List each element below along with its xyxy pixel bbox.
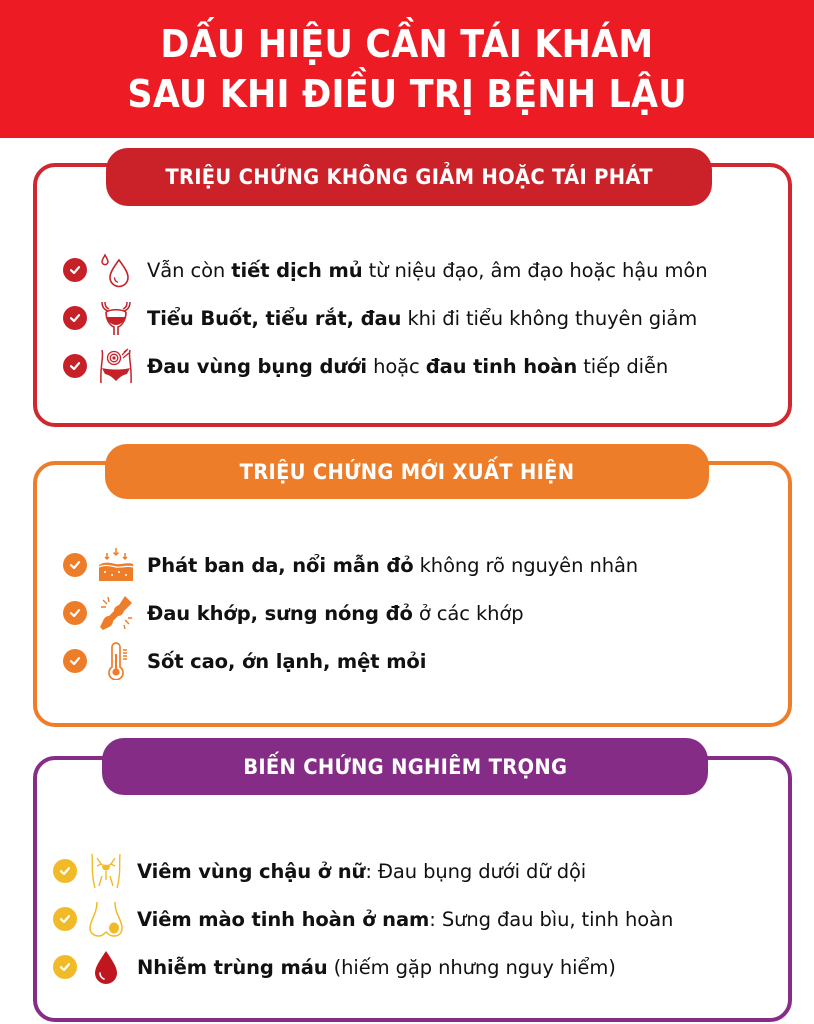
testicle-icon <box>87 900 125 938</box>
section-title-pill <box>102 738 708 795</box>
item-text: Vẫn còn tiết dịch mủ từ niệu đạo, âm đạo hoặc hậu môn <box>147 258 708 282</box>
check-circle-icon <box>53 955 77 979</box>
list-item <box>63 346 668 386</box>
check-circle-icon <box>63 601 87 625</box>
section-title: BIẾN CHỨNG NGHIÊM TRỌNG <box>242 754 568 779</box>
check-circle-icon <box>63 354 87 378</box>
thermometer-icon <box>97 642 135 680</box>
item-text: Đau vùng bụng dưới hoặc đau tinh hoàn tiếp diễn <box>147 354 669 378</box>
check-circle-icon <box>63 649 87 673</box>
section-title: TRIỆU CHỨNG KHÔNG GIẢM HOẶC TÁI PHÁT <box>165 165 653 189</box>
skin-rash-icon <box>97 546 135 584</box>
item-text: Tiểu Buốt, tiểu rắt, đau khi đi tiểu không thuyên giảm <box>147 306 698 330</box>
item-text: Viêm mào tinh hoàn ở nam: Sưng đau bìu, tinh hoàn <box>137 907 674 931</box>
list-item <box>63 641 426 681</box>
joint-pain-icon <box>97 594 135 632</box>
check-circle-icon <box>63 258 87 282</box>
check-circle-icon <box>63 553 87 577</box>
droplet-icon <box>97 251 135 289</box>
check-circle-icon <box>53 907 77 931</box>
item-text: Sốt cao, ớn lạnh, mệt mỏi <box>147 649 427 673</box>
list-item <box>63 545 638 585</box>
list-item <box>53 947 616 987</box>
check-circle-icon <box>53 859 77 883</box>
check-circle-icon <box>63 306 87 330</box>
list-item <box>53 899 673 939</box>
bladder-icon <box>97 299 135 337</box>
list-item <box>63 250 707 290</box>
page-title-line-1: DẤU HIỆU CẦN TÁI KHÁM <box>160 22 654 66</box>
item-text: Viêm vùng chậu ở nữ: Đau bụng dưới dữ dội <box>137 859 587 883</box>
list-item <box>53 851 586 891</box>
list-item <box>63 298 697 338</box>
section-title-pill <box>105 444 709 499</box>
uterus-icon <box>87 852 125 890</box>
section-title: TRIỆU CHỨNG MỚI XUẤT HIỆN <box>239 459 575 484</box>
item-text: Nhiễm trùng máu (hiếm gặp nhưng nguy hiểm) <box>137 955 616 979</box>
item-text: Đau khớp, sưng nóng đỏ ở các khớp <box>147 601 524 625</box>
header-banner <box>0 0 814 138</box>
blood-drop-icon <box>87 948 125 986</box>
lower-abdomen-pain-icon <box>97 347 135 385</box>
list-item <box>63 593 524 633</box>
item-text: Phát ban da, nổi mẫn đỏ không rõ nguyên nhân <box>147 553 639 577</box>
page-title-line-2: SAU KHI ĐIỀU TRỊ BỆNH LẬU <box>127 72 687 116</box>
section-title-pill <box>106 148 712 206</box>
